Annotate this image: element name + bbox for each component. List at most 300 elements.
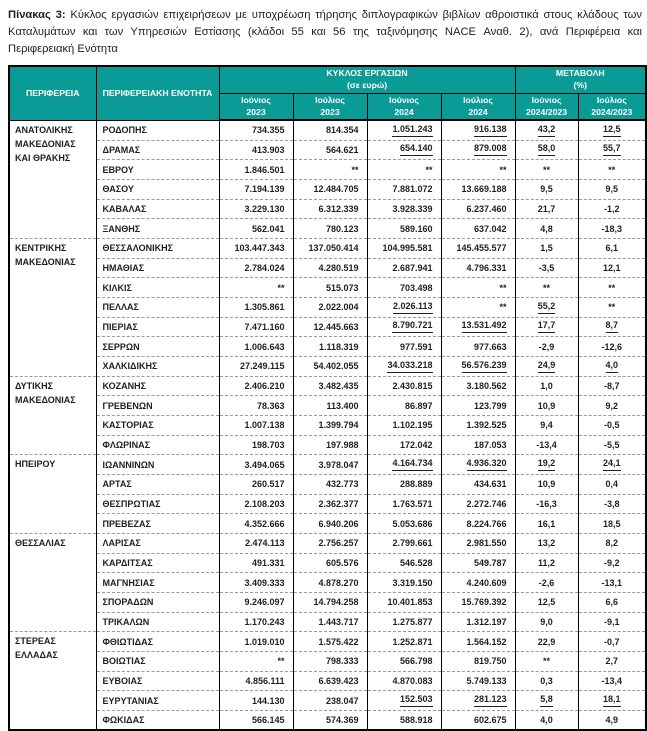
cell-value: 2.026.113 <box>393 302 433 314</box>
unit-cell: ΚΑΡΔΙΤΣΑΣ <box>96 553 219 573</box>
turnover-cell <box>293 238 367 258</box>
turnover-cell <box>367 120 441 140</box>
table-row <box>9 278 646 298</box>
turnover-cell <box>219 356 293 376</box>
change-cell <box>578 199 646 219</box>
turnover-cell <box>219 160 293 180</box>
cell-value: 58,0 <box>538 144 556 156</box>
turnover-cell <box>367 671 441 691</box>
change-group-header <box>515 66 646 93</box>
change-cell <box>515 573 578 593</box>
cell-value: 113.400 <box>326 400 359 411</box>
cell-value: 2.108.203 <box>244 498 285 509</box>
turnover-cell <box>219 553 293 573</box>
unit-cell: ΚΑΒΑΛΑΣ <box>96 199 219 219</box>
turnover-cell <box>367 199 441 219</box>
cell-value: 16,1 <box>537 518 556 529</box>
cell-value: 18,1 <box>603 695 621 707</box>
turnover-cell <box>441 710 515 730</box>
cell-value: 288.889 <box>399 479 433 490</box>
cell-value: 24,9 <box>538 361 556 373</box>
unit-cell: ΛΑΡΙΣΑΣ <box>96 533 219 553</box>
table-row <box>9 612 646 632</box>
turnover-cell <box>367 160 441 180</box>
unit-cell: ΘΕΣΠΡΩΤΙΑΣ <box>96 494 219 514</box>
cell-value: 977.591 <box>399 341 433 352</box>
turnover-cell <box>441 573 515 593</box>
table-row <box>9 120 646 140</box>
cell-value: 2,7 <box>605 656 619 667</box>
unit-cell: ΦΘΙΩΤΙΔΑΣ <box>96 632 219 652</box>
turnover-cell <box>219 691 293 711</box>
cell-value: 515.073 <box>325 282 359 293</box>
cell-value: 4.796.331 <box>466 262 507 273</box>
unit-cell: ΕΥΒΟΙΑΣ <box>96 671 219 691</box>
unit-cell: ΠΙΕΡΙΑΣ <box>96 317 219 337</box>
turnover-cell <box>441 317 515 337</box>
cell-value: 6.940.206 <box>318 518 359 529</box>
cell-value: 588.918 <box>399 715 433 726</box>
cell-value: 7.471.160 <box>244 321 285 332</box>
cell-value: 562.041 <box>251 223 285 234</box>
turnover-cell <box>441 376 515 396</box>
turnover-cell <box>441 592 515 612</box>
change-cell <box>515 494 578 514</box>
cell-value: 260.517 <box>251 479 285 490</box>
cell-value: 2.362.377 <box>318 498 359 509</box>
cell-value: 21,7 <box>537 203 556 214</box>
unit-cell: ΡΟΔΟΠΗΣ <box>96 120 219 140</box>
turnover-cell <box>219 297 293 317</box>
turnover-cell <box>293 415 367 435</box>
cell-value: 1.019.010 <box>244 636 285 647</box>
table-row <box>9 179 646 199</box>
cell-value: ** <box>608 302 616 313</box>
cell-value: 55,7 <box>603 144 621 156</box>
change-cell <box>515 278 578 298</box>
turnover-cell <box>367 140 441 160</box>
change-cell <box>515 258 578 278</box>
cell-value: 238.047 <box>325 695 359 706</box>
turnover-cell <box>293 356 367 376</box>
turnover-cell <box>219 573 293 593</box>
cell-value: 14.794.258 <box>313 597 359 608</box>
turnover-cell <box>441 356 515 376</box>
unit-cell: ΓΡΕΒΕΝΩΝ <box>96 396 219 416</box>
cell-value: 3.482.435 <box>318 380 359 391</box>
turnover-cell <box>367 435 441 455</box>
turnover-cell <box>219 514 293 534</box>
turnover-cell <box>441 514 515 534</box>
change-cell <box>515 691 578 711</box>
cell-value: -13,1 <box>601 577 623 588</box>
cell-value: -9,2 <box>604 557 620 568</box>
cell-value: 22,9 <box>537 636 556 647</box>
table-row <box>9 238 646 258</box>
change-cell <box>515 474 578 494</box>
cell-value: 9.246.097 <box>244 597 285 608</box>
cell-value: 4.280.519 <box>318 262 359 273</box>
turnover-cell <box>441 258 515 278</box>
cell-value: 55,2 <box>538 302 556 314</box>
cell-value: 654.140 <box>400 144 433 156</box>
turnover-cell <box>367 376 441 396</box>
change-cell <box>578 120 646 140</box>
turnover-cell <box>293 258 367 278</box>
cell-value: 4,0 <box>606 361 619 373</box>
cell-value: ** <box>277 656 285 667</box>
turnover-cell <box>367 474 441 494</box>
cell-value: 2.687.941 <box>392 262 433 273</box>
unit-cell: ΣΠΟΡΑΔΩΝ <box>96 592 219 612</box>
cell-value: 3.180.562 <box>466 380 507 391</box>
cell-value: 5,8 <box>540 695 553 707</box>
unit-cell: ΘΑΣΟΥ <box>96 179 219 199</box>
cell-value: 56.576.239 <box>462 361 507 373</box>
cell-value: ** <box>608 282 616 293</box>
period-year-label: 2023 <box>320 106 340 117</box>
change-cell <box>578 651 646 671</box>
turnover-cell <box>367 533 441 553</box>
cell-value: -2,6 <box>538 577 555 588</box>
change-cell <box>578 612 646 632</box>
table-row <box>9 671 646 691</box>
cell-value: 491.331 <box>251 557 285 568</box>
cell-value: -18,3 <box>601 223 623 234</box>
turnover-cell <box>293 140 367 160</box>
turnover-cell <box>219 120 293 140</box>
cell-value: 605.576 <box>325 557 359 568</box>
cell-value: 104.995.581 <box>382 243 433 254</box>
turnover-group-title: ΚΥΚΛΟΣ ΕΡΓΑΣΙΩΝ <box>326 68 408 79</box>
turnover-cell <box>367 592 441 612</box>
change-cell <box>515 632 578 652</box>
cell-value: ** <box>499 164 507 175</box>
change-period-header <box>578 93 646 120</box>
cell-value: 2.272.746 <box>466 498 507 509</box>
turnover-cell <box>441 337 515 357</box>
turnover-cell <box>219 376 293 396</box>
change-cell <box>578 632 646 652</box>
turnover-cell <box>441 297 515 317</box>
turnover-cell <box>441 691 515 711</box>
cell-value: -2,9 <box>538 341 555 352</box>
turnover-cell <box>367 297 441 317</box>
cell-value: 1.564.152 <box>466 636 507 647</box>
change-cell <box>578 691 646 711</box>
turnover-cell <box>219 317 293 337</box>
cell-value: 78.363 <box>256 400 285 411</box>
turnover-cell <box>293 710 367 730</box>
turnover-table <box>8 65 647 731</box>
region-cell: ΗΠΕΙΡΟΥ <box>9 455 96 534</box>
cell-value: 1.443.717 <box>318 616 359 627</box>
cell-value: 1.051.243 <box>392 125 432 137</box>
turnover-cell <box>219 278 293 298</box>
turnover-cell <box>367 415 441 435</box>
cell-value: 3.319.150 <box>392 577 433 588</box>
turnover-cell <box>441 494 515 514</box>
table-row <box>9 396 646 416</box>
cell-value: 3.928.339 <box>392 203 433 214</box>
change-cell <box>515 120 578 140</box>
turnover-cell <box>293 533 367 553</box>
cell-value: 4.240.609 <box>466 577 507 588</box>
table-row <box>9 356 646 376</box>
cell-value: 434.631 <box>474 479 507 490</box>
turnover-cell <box>293 297 367 317</box>
turnover-cell <box>441 219 515 239</box>
table-row <box>9 592 646 612</box>
period-year-label: 2024 <box>394 106 414 117</box>
turnover-cell <box>441 199 515 219</box>
cell-value: 197.988 <box>325 439 359 450</box>
cell-value: 13,2 <box>537 538 556 549</box>
region-column-header: ΠΕΡΙΦΕΡΕΙΑ <box>9 66 96 120</box>
turnover-cell <box>293 199 367 219</box>
table-row <box>9 533 646 553</box>
unit-cell: ΦΩΚΙΔΑΣ <box>96 710 219 730</box>
turnover-cell <box>367 258 441 278</box>
change-cell <box>578 415 646 435</box>
change-cell <box>515 671 578 691</box>
change-cell <box>578 553 646 573</box>
change-cell <box>515 710 578 730</box>
cell-value: 9,5 <box>605 184 619 195</box>
cell-value: 0,4 <box>605 479 619 490</box>
turnover-cell <box>219 140 293 160</box>
cell-value: ** <box>543 282 551 293</box>
cell-value: -0,5 <box>604 420 620 431</box>
turnover-cell <box>441 179 515 199</box>
cell-value: 198.703 <box>251 439 285 450</box>
change-cell <box>515 396 578 416</box>
cell-value: 7.194.139 <box>244 184 285 195</box>
change-cell <box>578 435 646 455</box>
turnover-cell <box>367 179 441 199</box>
cell-value: 187.053 <box>474 439 507 450</box>
table-header <box>9 66 646 120</box>
turnover-cell <box>367 356 441 376</box>
cell-value: 2.784.024 <box>244 262 285 273</box>
change-cell <box>578 474 646 494</box>
cell-value: 281.123 <box>474 695 507 707</box>
turnover-cell <box>441 160 515 180</box>
cell-value: ** <box>351 164 359 175</box>
cell-value: 123.799 <box>474 400 507 411</box>
turnover-cell <box>219 199 293 219</box>
change-cell <box>515 179 578 199</box>
turnover-cell <box>293 514 367 534</box>
cell-value: 3.409.333 <box>244 577 285 588</box>
cell-value: 1.252.871 <box>392 636 433 647</box>
cell-value: 9,2 <box>605 400 619 411</box>
period-year-label: 2024/2023 <box>526 106 568 117</box>
change-cell <box>515 199 578 219</box>
turnover-cell <box>293 376 367 396</box>
turnover-cell <box>293 337 367 357</box>
turnover-cell <box>293 278 367 298</box>
table-row <box>9 494 646 514</box>
cell-value: 2.474.113 <box>244 538 285 549</box>
cell-value: -3,5 <box>538 262 555 273</box>
cell-value: 637.042 <box>474 223 507 234</box>
period-month-label: Ιούνιος <box>241 94 271 105</box>
cell-value: -1,2 <box>604 203 620 214</box>
change-period-header <box>515 93 578 120</box>
cell-value: 3.978.047 <box>318 459 359 470</box>
table-row <box>9 415 646 435</box>
change-cell <box>515 651 578 671</box>
cell-value: 6,1 <box>605 243 619 254</box>
cell-value: 34.033.218 <box>387 361 432 373</box>
cell-value: 4,9 <box>605 715 619 726</box>
table-body <box>9 120 646 730</box>
change-cell <box>578 278 646 298</box>
unit-cell: ΚΟΖΑΝΗΣ <box>96 376 219 396</box>
cell-value: 6,6 <box>605 597 619 608</box>
cell-value: 546.528 <box>399 557 433 568</box>
turnover-cell <box>293 455 367 475</box>
turnover-cell <box>219 632 293 652</box>
cell-value: 413.903 <box>251 144 285 155</box>
turnover-cell <box>293 671 367 691</box>
cell-value: 4.352.666 <box>244 518 285 529</box>
table-row <box>9 376 646 396</box>
cell-value: 566.798 <box>399 656 433 667</box>
cell-value: -13,4 <box>601 675 623 686</box>
change-cell <box>578 317 646 337</box>
cell-value: ** <box>425 164 433 175</box>
cell-value: 4,8 <box>540 223 553 234</box>
turnover-cell <box>293 494 367 514</box>
cell-value: 54.402.055 <box>313 361 359 372</box>
cell-value: ** <box>608 164 616 175</box>
unit-cell: ΦΛΩΡΙΝΑΣ <box>96 435 219 455</box>
table-caption-text: Κύκλος εργασιών επιχειρήσεων με υποχρέωση τήρησης διπλογραφικών βιβλίων αθροιστικά στους κλάδους των Καταλυμάτων και των Υπηρεσιών Εστίασης (κλάδοι 55 και 56 της ταξινόμησης NACE Αναθ. 2), ανά Περιφέρεια και Περιφερειακή Ενότητα <box>8 9 642 55</box>
cell-value: 8,7 <box>606 321 619 333</box>
table-row <box>9 258 646 278</box>
unit-cell: ΘΕΣΣΑΛΟΝΙΚΗΣ <box>96 238 219 258</box>
change-cell <box>515 356 578 376</box>
cell-value: 172.042 <box>399 439 433 450</box>
change-cell <box>515 514 578 534</box>
period-month-label: Ιούνιος <box>531 94 562 105</box>
turnover-cell <box>441 632 515 652</box>
turnover-cell <box>293 474 367 494</box>
unit-cell: ΠΡΕΒΕΖΑΣ <box>96 514 219 534</box>
cell-value: -9,1 <box>604 616 620 627</box>
cell-value: 17,7 <box>538 321 556 333</box>
turnover-cell <box>441 474 515 494</box>
cell-value: 798.333 <box>325 656 359 667</box>
turnover-cell <box>219 612 293 632</box>
change-cell <box>515 612 578 632</box>
cell-value: 734.355 <box>251 125 285 136</box>
turnover-cell <box>367 396 441 416</box>
change-cell <box>578 533 646 553</box>
turnover-cell <box>219 415 293 435</box>
change-cell <box>515 533 578 553</box>
cell-value: 24,1 <box>603 459 621 471</box>
period-year-label: 2024 <box>468 106 488 117</box>
cell-value: 549.787 <box>474 557 507 568</box>
cell-value: 1,5 <box>540 243 553 254</box>
cell-value: 8.224.766 <box>466 518 507 529</box>
turnover-cell <box>441 238 515 258</box>
cell-value: 137.050.414 <box>308 243 359 254</box>
unit-cell: ΠΕΛΛΑΣ <box>96 297 219 317</box>
turnover-cell <box>441 553 515 573</box>
cell-value: 977.663 <box>474 341 507 352</box>
change-cell <box>578 356 646 376</box>
table-row <box>9 219 646 239</box>
unit-cell: ΔΡΑΜΑΣ <box>96 140 219 160</box>
unit-column-header: ΠΕΡΙΦΕΡΕΙΑΚΗ ΕΝΟΤΗΤΑ <box>96 66 219 120</box>
cell-value: 2.799.661 <box>392 538 433 549</box>
cell-value: -0,7 <box>604 636 620 647</box>
turnover-cell <box>367 553 441 573</box>
turnover-cell <box>219 651 293 671</box>
cell-value: 3.229.130 <box>244 203 285 214</box>
turnover-cell <box>219 455 293 475</box>
cell-value: 1.170.243 <box>244 616 285 627</box>
turnover-cell <box>219 219 293 239</box>
region-cell: ΘΕΣΣΑΛΙΑΣ <box>9 533 96 631</box>
cell-value: 5.749.133 <box>466 675 507 686</box>
cell-value: 1.006.643 <box>244 341 285 352</box>
table-caption <box>8 7 642 57</box>
table-row <box>9 199 646 219</box>
change-cell <box>515 219 578 239</box>
cell-value: 1.575.422 <box>318 636 359 647</box>
turnover-cell <box>367 494 441 514</box>
cell-value: -13,4 <box>536 439 557 450</box>
cell-value: 1.846.501 <box>244 164 285 175</box>
cell-value: 2.981.550 <box>466 538 507 549</box>
turnover-cell <box>219 337 293 357</box>
cell-value: 10,9 <box>537 479 556 490</box>
cell-value: ** <box>277 282 285 293</box>
region-cell: ΔΥΤΙΚΗΣ ΜΑΚΕΔΟΝΙΑΣ <box>9 376 96 455</box>
unit-cell: ΒΟΙΩΤΙΑΣ <box>96 651 219 671</box>
turnover-cell <box>441 533 515 553</box>
region-cell: ΚΕΝΤΡΙΚΗΣ ΜΑΚΕΔΟΝΙΑΣ <box>9 238 96 376</box>
turnover-cell <box>293 573 367 593</box>
change-cell <box>578 376 646 396</box>
table-row <box>9 160 646 180</box>
turnover-cell <box>293 179 367 199</box>
turnover-cell <box>293 691 367 711</box>
change-cell <box>578 396 646 416</box>
turnover-period-header <box>367 93 441 120</box>
cell-value: 144.130 <box>251 695 285 706</box>
turnover-cell <box>367 612 441 632</box>
turnover-cell <box>367 278 441 298</box>
turnover-cell <box>367 317 441 337</box>
table-row <box>9 435 646 455</box>
cell-value: 9,0 <box>540 616 553 627</box>
table-row <box>9 553 646 573</box>
turnover-cell <box>367 219 441 239</box>
cell-value: ** <box>499 302 507 313</box>
cell-value: 1.763.571 <box>392 498 433 509</box>
cell-value: 27.249.115 <box>239 361 285 372</box>
turnover-cell <box>293 317 367 337</box>
cell-value: 780.123 <box>325 223 359 234</box>
cell-value: 7.881.072 <box>392 184 433 195</box>
turnover-cell <box>219 179 293 199</box>
